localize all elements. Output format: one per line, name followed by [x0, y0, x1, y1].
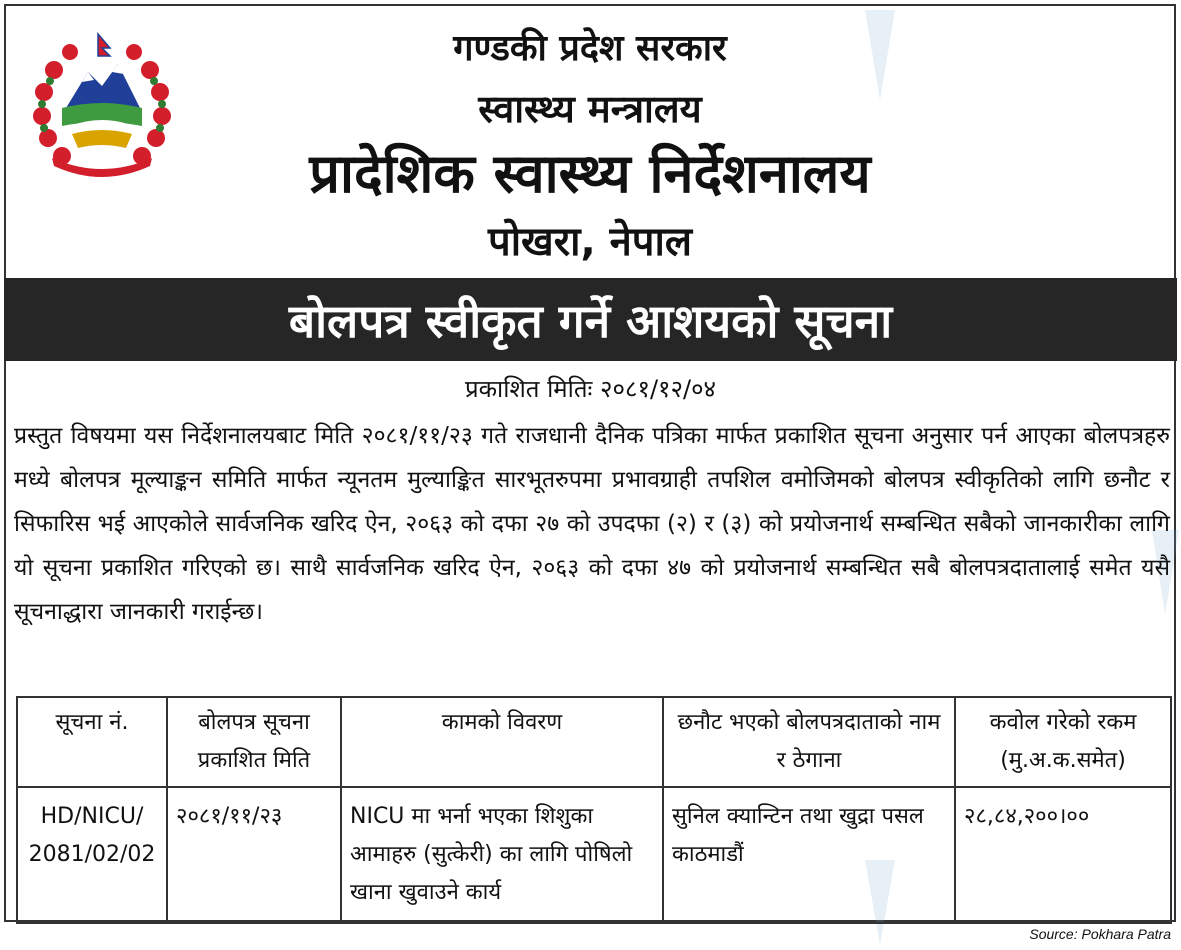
location: पोखरा, नेपाल [487, 219, 693, 265]
col-publish-date: बोलपत्र सूचना प्रकाशित मिति [167, 697, 341, 787]
notice-title: बोलपत्र स्वीकृत गर्ने आशयको सूचना [288, 293, 893, 348]
cell-bidder-name: सुनिल क्यान्टिन तथा खुद्रा पसल काठमाडौं [663, 787, 955, 923]
nepal-emblem-icon [22, 30, 182, 190]
notice-body: प्रस्तुत विषयमा यस निर्देशनालयबाट मिति २०८१/११/२३ गते राजधानी दैनिक पत्रिका मार्फत प्रकाशित सूचना अनुसार पर्न आएका बोलपत्रहरु मध्ये बोलपत्र मूल्याङ्कन समिति मार्फत न्यूनतम मुल्याङ्कित सारभूतरुपमा प्रभावग्राही तपशिल वमोजिमको बोलपत्र स्वीकृतिको लागि छनौट र सिफारिस भई आएकोले सार्वजनिक खरिद ऐन, २०६३ को दफा २७ को उपदफा (२) र (३) को प्रयोजनार्थ सम्बन्धित सबैको जानकारीका लागि यो सूचना प्रकाशित गरिएको छ। साथै सार्वजनिक खरिद ऐन, २०६३ को दफा ४७ को प्रयोजनार्थ सम्बन्धित सबै बोलपत्रदातालाई समेत यसै सूचनाद्धारा जानकारी गराईन्छ। [14, 423, 1170, 625]
table-header-row [17, 697, 1171, 787]
cell-bid-amount: २८,८४,२००।०० [955, 787, 1171, 923]
source-credit: Source: Pokhara Patra [1029, 926, 1171, 942]
govt-name: गण्डकी प्रदेश सरकार [453, 28, 727, 69]
cell-work-description: NICU मा भर्ना भएका शिशुका आमाहरु (सुत्केरी) का लागि पोषिलो खाना खुवाउने कार्य [341, 787, 663, 923]
col-bidder-name: छनौट भएको बोलपत्रदाताको नाम र ठेगाना [663, 697, 955, 787]
col-bid-amount: कवोल गरेको रकम (मु.अ.क.समेत) [955, 697, 1171, 787]
notice-title-banner [4, 278, 1177, 361]
cell-notice-no: HD/NICU/ 2081/02/02 [17, 787, 167, 923]
table-row [17, 787, 1171, 923]
ministry-name: स्वास्थ्य मन्त्रालय [478, 87, 702, 131]
directorate-name: प्रादेशिक स्वास्थ्य निर्देशनालय [309, 142, 871, 205]
published-date: प्रकाशित मितिः २०८१/१२/०४ [464, 375, 717, 403]
cell-publish-date: २०८१/११/२३ [167, 787, 341, 923]
col-notice-no: सूचना नं. [17, 697, 167, 787]
bid-table [16, 696, 1172, 924]
col-work-description: कामको विवरण [341, 697, 663, 787]
